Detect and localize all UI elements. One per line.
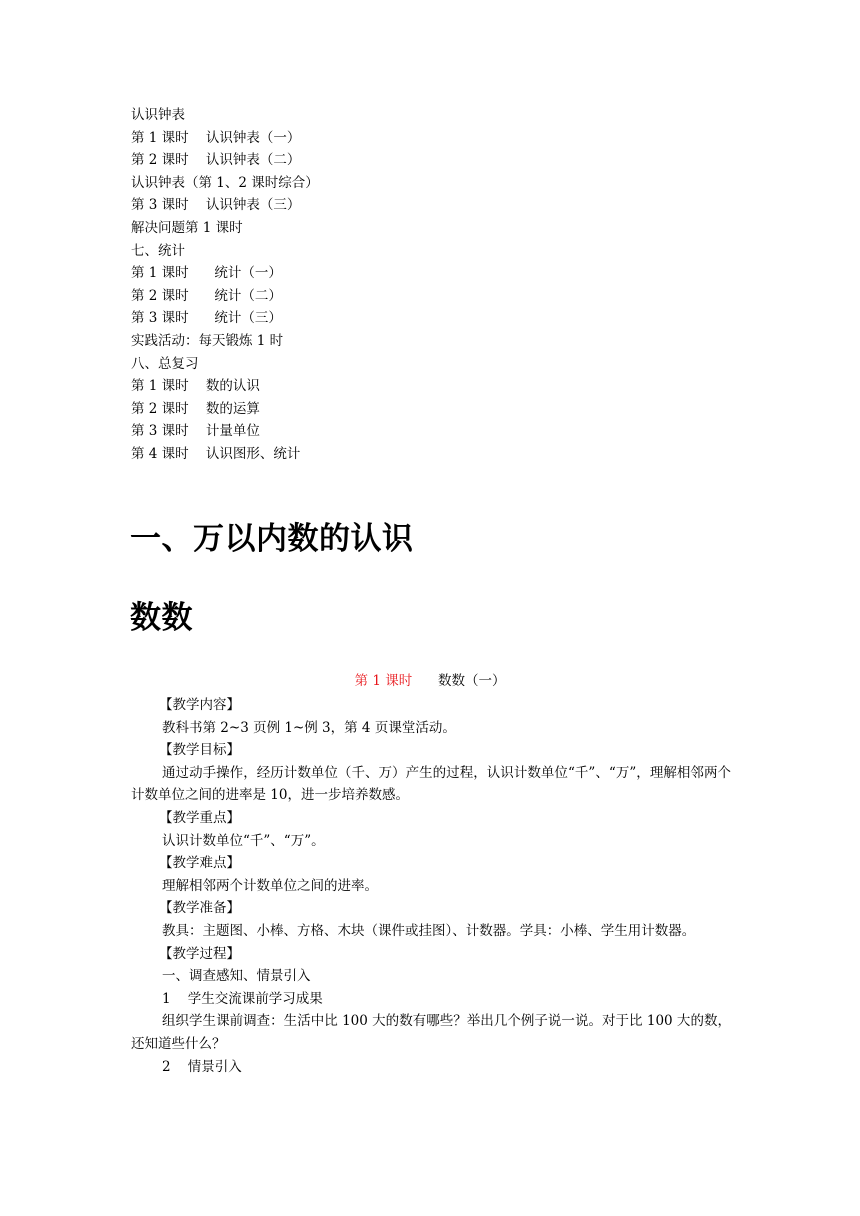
toc-item: 实践活动：每天锻炼 1 时: [131, 332, 284, 349]
toc-item: 认识钟表（第 1、2 课时综合）: [131, 174, 319, 191]
content-text: 教科书第 2~3 页例 1~例 3，第 4 页课堂活动。: [162, 719, 456, 736]
step-1-1: 1 学生交流课前学习成果: [162, 990, 323, 1007]
prep-text: 教具：主题图、小棒、方格、木块（课件或挂图）、计数器。学具：小棒、学生用计数器。: [162, 922, 696, 939]
toc-item: 第 2 课时 统计（二）: [131, 287, 282, 304]
lesson-title: [0, 671, 860, 691]
toc-item: 第 3 课时 统计（三）: [131, 310, 282, 327]
lesson-label: 第 1 课时: [354, 673, 413, 689]
section-heading: 数数: [130, 600, 193, 636]
key-text: 认识计数单位“千”、“万”。: [162, 832, 325, 849]
goal-header: 【教学目标】: [159, 742, 240, 759]
toc-item: 认识钟表: [131, 107, 185, 123]
toc-item: 解决问题第 1 课时: [131, 219, 243, 236]
goal-text: 通过动手操作，经历计数单位（千、万）产生的过程，认识计数单位“千”、“万”，理解相邻两个计数单位之间的进率是 10，进一步培养数感。: [131, 764, 731, 804]
difficulty-text: 理解相邻两个计数单位之间的进率。: [162, 877, 378, 894]
toc-item: 第 2 课时 认识钟表（二）: [131, 152, 301, 169]
toc-item: 第 1 课时 统计（一）: [131, 265, 282, 282]
table-of-contents: [131, 104, 731, 466]
content-header: 【教学内容】: [159, 697, 240, 713]
toc-item: 第 3 课时 认识钟表（三）: [131, 197, 301, 214]
chapter-heading: 一、万以内数的认识: [130, 521, 414, 557]
step-1-1-text: 组织学生课前调查：生活中比 100 大的数有哪些？举出几个例子说一说。对于比 100 大的数，还知道些什么？: [131, 1013, 731, 1052]
key-header: 【教学重点】: [159, 809, 240, 826]
toc-item: 八、总复习: [131, 355, 199, 372]
process-header: 【教学过程】: [159, 945, 240, 962]
toc-item: 第 4 课时 认识图形、统计: [131, 445, 301, 462]
lesson-name: 数数（一）: [437, 673, 506, 689]
toc-item: 第 2 课时 数的运算: [131, 400, 260, 417]
step-1: 一、调查感知、情景引入: [162, 968, 311, 985]
prep-header: 【教学准备】: [159, 900, 240, 917]
toc-item: 第 1 课时 数的认识: [131, 378, 260, 395]
toc-item: 第 1 课时 认识钟表（一）: [131, 129, 301, 146]
toc-item: 第 3 课时 计量单位: [131, 423, 260, 440]
difficulty-header: 【教学难点】: [159, 855, 240, 872]
toc-item: 七、统计: [131, 242, 185, 259]
step-1-2: 2 情景引入: [162, 1058, 242, 1075]
lesson-body: [131, 694, 731, 1078]
